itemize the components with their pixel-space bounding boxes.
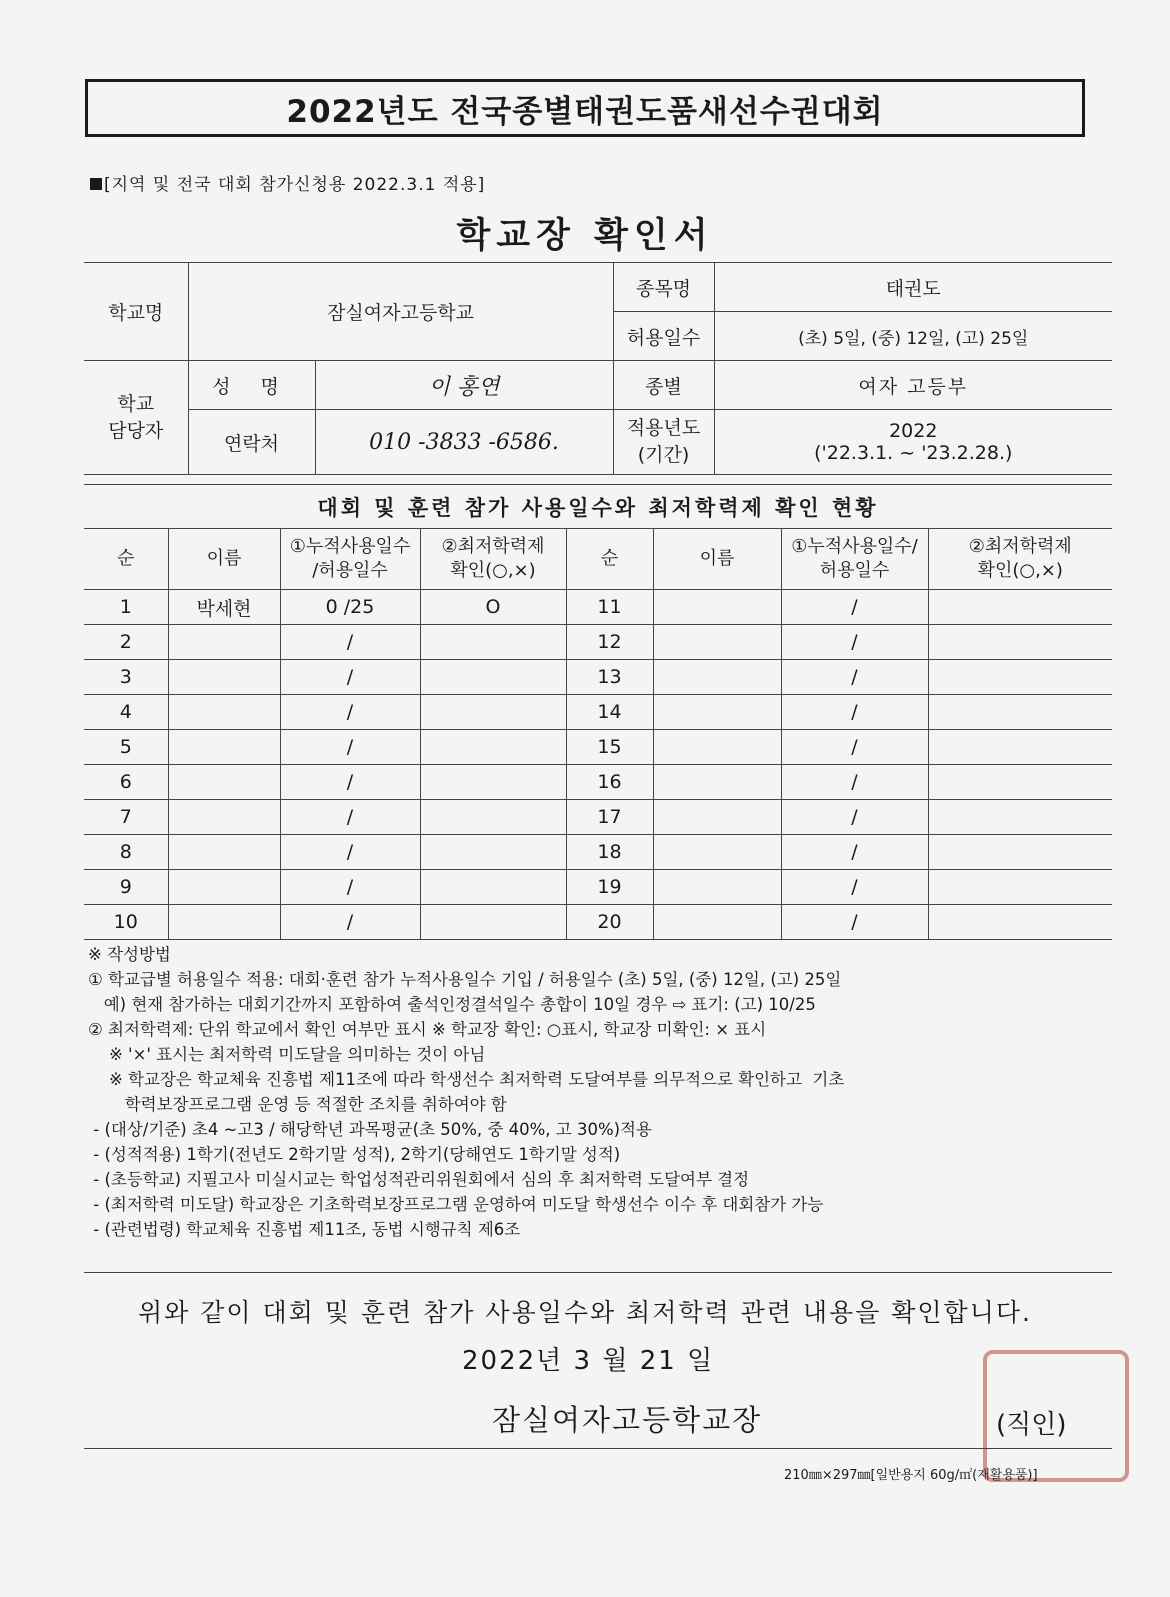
table-row xyxy=(84,590,1112,625)
days-used: / xyxy=(781,625,928,660)
days-label: 허용일수 xyxy=(613,312,714,361)
principal-signature: 잠실여자고등학교장 xyxy=(492,1403,763,1437)
row-number: 19 xyxy=(566,870,653,905)
academic-check xyxy=(420,730,566,765)
table-row xyxy=(84,765,1112,800)
header-cell: 순 xyxy=(566,529,653,590)
academic-check xyxy=(420,835,566,870)
table-row xyxy=(84,660,1112,695)
instruction-line: ※ 학교장은 학교체육 진흥법 제11조에 따라 학생선수 최저학력 도달여부를 의무적으로 확인하고 기초 xyxy=(88,1070,845,1089)
days-used: / xyxy=(781,905,928,940)
table-row xyxy=(84,625,1112,660)
signature-date: 2022년 3 월 21 일 xyxy=(462,1346,715,1376)
row-number: 8 xyxy=(84,835,168,870)
days-used: / xyxy=(280,730,420,765)
academic-check xyxy=(928,660,1112,695)
academic-check xyxy=(928,870,1112,905)
header-cell: ①누적사용일수 /허용일수 xyxy=(280,529,420,590)
athlete-name xyxy=(168,730,280,765)
athlete-name xyxy=(168,905,280,940)
days-used: / xyxy=(781,800,928,835)
academic-check xyxy=(420,695,566,730)
school-label: 학교명 xyxy=(84,263,188,361)
instruction-line: - (성적적용) 1학기(전년도 2학기말 성적), 2학기(당해연도 1학기말 성적) xyxy=(88,1145,621,1164)
table-row xyxy=(84,835,1112,870)
row-number: 1 xyxy=(84,590,168,625)
row-number: 2 xyxy=(84,625,168,660)
document-title: 학교장 확인서 xyxy=(456,216,714,256)
header-cell: ①누적사용일수/ 허용일수 xyxy=(781,529,928,590)
athlete-name xyxy=(653,590,781,625)
instruction-line: ※ '×' 표시는 최저학력 미도달을 의미하는 것이 아님 xyxy=(88,1045,486,1064)
academic-check xyxy=(420,905,566,940)
writing-instructions xyxy=(88,942,1098,1242)
sport-value: 태권도 xyxy=(714,263,1112,312)
header-cell: ②최저학력제 확인(○,×) xyxy=(420,529,566,590)
row-number: 18 xyxy=(566,835,653,870)
instruction-line: ① 학교급별 허용일수 적용: 대회·훈련 참가 누적사용일수 기입 / 허용일수 (초) 5일, (중) 12일, (고) 25일 xyxy=(88,970,842,989)
academic-check xyxy=(420,660,566,695)
instruction-line: ※ 작성방법 xyxy=(88,945,171,964)
academic-check xyxy=(928,695,1112,730)
sport-label: 종목명 xyxy=(613,263,714,312)
header-cell: 이름 xyxy=(653,529,781,590)
days-used: / xyxy=(280,905,420,940)
athlete-name xyxy=(653,800,781,835)
academic-check xyxy=(928,730,1112,765)
academic-check xyxy=(420,765,566,800)
days-used: / xyxy=(280,835,420,870)
row-number: 14 xyxy=(566,695,653,730)
competition-title: 2022년도 전국종별태권도품새선수권대회 xyxy=(85,79,1085,137)
days-used: / xyxy=(781,730,928,765)
athlete-name xyxy=(653,870,781,905)
instruction-line: ② 최저학력제: 단위 학교에서 확인 여부만 표시 ※ 학교장 확인: ○표시, 학교장 미확인: × 표시 xyxy=(88,1020,767,1039)
academic-check xyxy=(420,870,566,905)
header-cell: 이름 xyxy=(168,529,280,590)
year-value: 2022 xyxy=(889,420,938,442)
row-number: 10 xyxy=(84,905,168,940)
days-used: / xyxy=(781,870,928,905)
table-row xyxy=(84,695,1112,730)
academic-check xyxy=(928,835,1112,870)
days-used: / xyxy=(781,765,928,800)
row-number: 6 xyxy=(84,765,168,800)
athlete-name xyxy=(653,905,781,940)
days-used: / xyxy=(781,695,928,730)
academic-check xyxy=(928,905,1112,940)
athlete-name: 박세현 xyxy=(168,590,280,625)
days-used: / xyxy=(781,835,928,870)
name-value: 이 홍연 xyxy=(315,361,613,410)
confirmation-text: 위와 같이 대회 및 훈련 참가 사용일수와 최저학력 관련 내용을 확인합니다. xyxy=(138,1298,1032,1327)
table-row xyxy=(84,730,1112,765)
days-used: / xyxy=(280,695,420,730)
table-row xyxy=(84,800,1112,835)
days-used: / xyxy=(781,660,928,695)
academic-check xyxy=(928,590,1112,625)
days-value: (초) 5일, (중) 12일, (고) 25일 xyxy=(714,312,1112,361)
athlete-name xyxy=(653,695,781,730)
days-used: / xyxy=(280,625,420,660)
row-number: 4 xyxy=(84,695,168,730)
table-row xyxy=(84,905,1112,940)
days-used: 0 /25 xyxy=(280,590,420,625)
academic-check xyxy=(928,625,1112,660)
divider xyxy=(84,1272,1112,1273)
days-used: / xyxy=(781,590,928,625)
period-value: ('22.3.1. ~ '23.2.28.) xyxy=(814,442,1013,464)
row-number: 9 xyxy=(84,870,168,905)
athlete-name xyxy=(168,835,280,870)
year-cell xyxy=(714,410,1112,475)
athlete-name xyxy=(653,765,781,800)
days-used: / xyxy=(280,870,420,905)
row-number: 12 xyxy=(566,625,653,660)
instruction-line: - (초등학교) 지필고사 미실시교는 학업성적관리위원회에서 심의 후 최저학력 도달여부 결정 xyxy=(88,1170,750,1189)
seal-label: (직인) xyxy=(996,1410,1067,1440)
instruction-line: 예) 현재 참가하는 대회기간까지 포함하여 출석인정결석일수 총합이 10일 경우 ⇨ 표기: (고) 10/25 xyxy=(88,995,816,1014)
school-value: 잠실여자고등학교 xyxy=(188,263,613,361)
paper-spec: 210㎜×297㎜[일반용지 60g/㎡(재활용품)] xyxy=(784,1468,1038,1483)
row-number: 7 xyxy=(84,800,168,835)
academic-check: O xyxy=(420,590,566,625)
contact-value: 010 -3833 -6586. xyxy=(315,410,613,475)
row-number: 15 xyxy=(566,730,653,765)
category-label: 종별 xyxy=(613,361,714,410)
athlete-name xyxy=(653,835,781,870)
row-number: 20 xyxy=(566,905,653,940)
manager-label: 학교 담당자 xyxy=(84,361,188,475)
athlete-name xyxy=(168,625,280,660)
athlete-name xyxy=(168,660,280,695)
header-cell: ②최저학력제 확인(○,×) xyxy=(928,529,1112,590)
form-note xyxy=(90,170,485,195)
days-used: / xyxy=(280,765,420,800)
contact-label: 연락처 xyxy=(188,410,315,475)
participation-table xyxy=(84,528,1112,940)
academic-check xyxy=(928,800,1112,835)
instruction-line: - (관련법령) 학교체육 진흥법 제11조, 동법 시행규칙 제6조 xyxy=(88,1220,521,1239)
table-row xyxy=(84,870,1112,905)
square-bullet-icon xyxy=(90,178,102,190)
academic-check xyxy=(420,625,566,660)
row-number: 13 xyxy=(566,660,653,695)
instruction-line: 학력보장프로그램 운영 등 적절한 조치를 취하여야 함 xyxy=(88,1095,507,1114)
athlete-name xyxy=(653,660,781,695)
section-title: 대회 및 훈련 참가 사용일수와 최저학력제 확인 현황 xyxy=(84,484,1112,529)
row-number: 3 xyxy=(84,660,168,695)
days-used: / xyxy=(280,800,420,835)
athlete-name xyxy=(168,800,280,835)
athlete-name xyxy=(653,730,781,765)
academic-check xyxy=(928,765,1112,800)
table-header-row xyxy=(84,529,1112,590)
divider xyxy=(84,1448,1112,1449)
info-table xyxy=(84,262,1112,475)
row-number: 5 xyxy=(84,730,168,765)
athlete-name xyxy=(168,695,280,730)
instruction-line: - (대상/기준) 초4 ~고3 / 해당학년 과목평균(초 50%, 중 40%, 고 30%)적용 xyxy=(88,1120,652,1139)
row-number: 16 xyxy=(566,765,653,800)
row-number: 11 xyxy=(566,590,653,625)
instruction-line: - (최저학력 미도달) 학교장은 기초학력보장프로그램 운영하여 미도달 학생선수 이수 후 대회참가 가능 xyxy=(88,1195,824,1214)
athlete-name xyxy=(168,870,280,905)
days-used: / xyxy=(280,660,420,695)
category-value: 여자 고등부 xyxy=(714,361,1112,410)
row-number: 17 xyxy=(566,800,653,835)
name-label: 성 명 xyxy=(188,361,315,410)
header-cell: 순 xyxy=(84,529,168,590)
academic-check xyxy=(420,800,566,835)
athlete-name xyxy=(653,625,781,660)
year-label: 적용년도 (기간) xyxy=(613,410,714,475)
form-note-text: [지역 및 전국 대회 참가신청용 2022.3.1 적용] xyxy=(104,175,486,195)
athlete-name xyxy=(168,765,280,800)
